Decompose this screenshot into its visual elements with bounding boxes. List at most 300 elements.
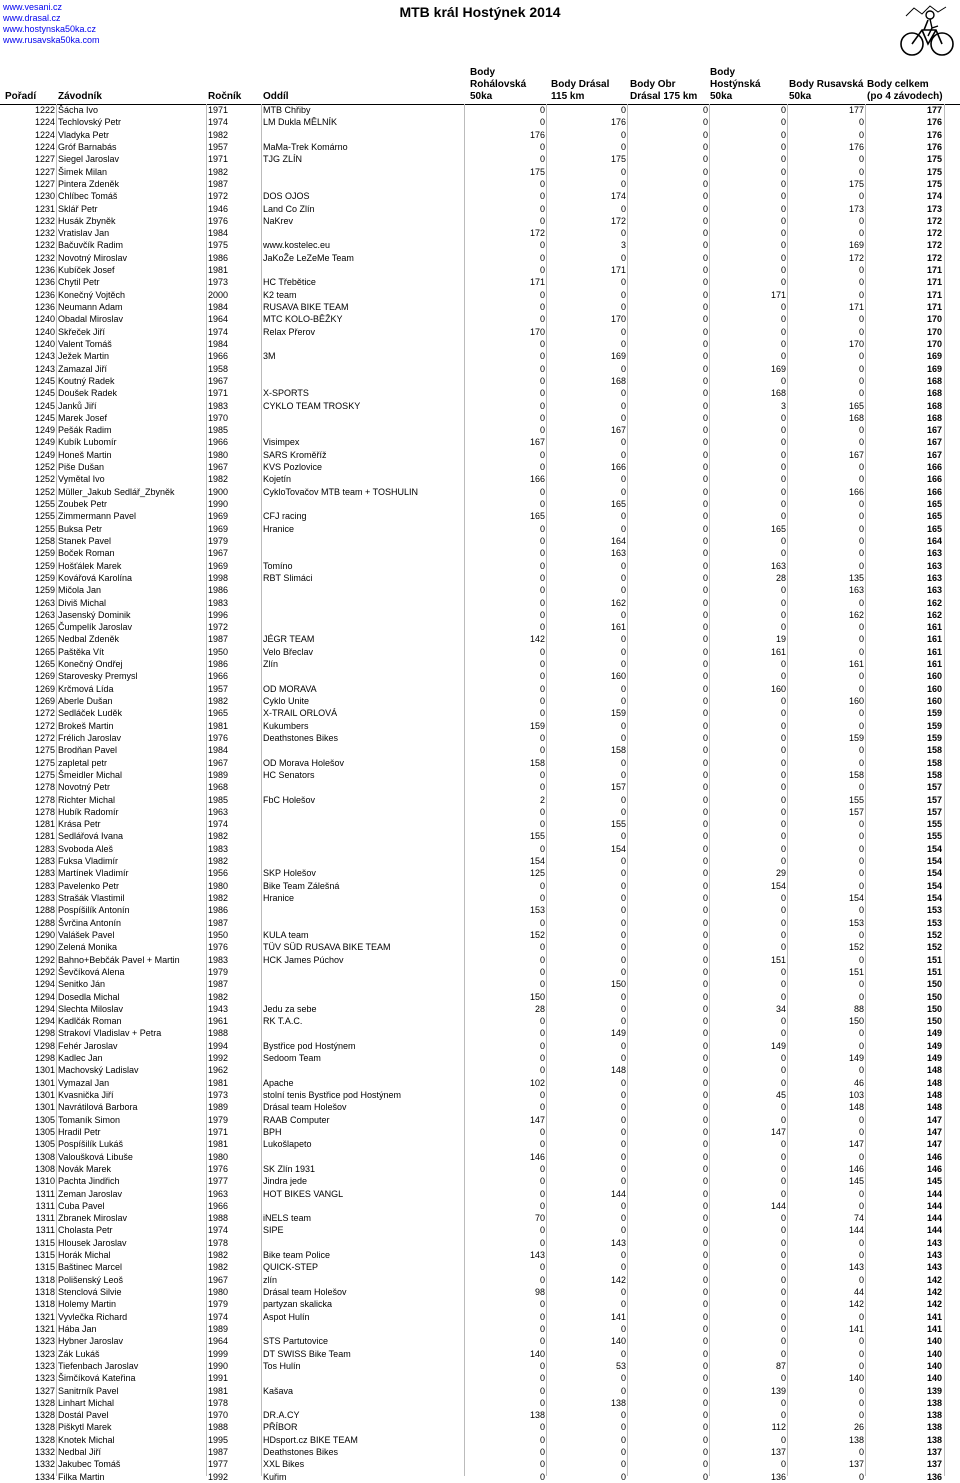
cell-rohalovska-points: 0 [539,240,545,251]
cell-rusavska-points: 0 [858,1410,864,1421]
cell-racer: zapletal petr [58,757,108,768]
cell-club: MTC KOLO-BĚŽKY [263,314,343,325]
cell-total-points: 142 [926,1274,942,1285]
cell-obr-drasal-points: 0 [702,794,708,805]
table-row [0,326,960,338]
cell-year: 1987 [208,979,229,990]
cell-hostynska-points: 0 [780,732,786,743]
cell-rank: 1311 [35,1213,55,1224]
cell-rusavska-points: 141 [848,1323,864,1334]
cell-year: 1979 [208,535,229,546]
cell-obr-drasal-points: 0 [702,1200,708,1211]
cell-racer: Pospíšilík Lukáš [58,1139,124,1150]
cell-racer: Sanitrník Pavel [58,1385,119,1396]
cell-year: 1957 [208,683,229,694]
cell-rohalovska-points: 70 [534,1213,545,1224]
cell-rohalovska-points: 0 [539,548,545,559]
cell-obr-drasal-points: 0 [702,769,708,780]
cell-rusavska-points: 0 [858,954,864,965]
cell-hostynska-points: 0 [780,1077,786,1088]
cell-rusavska-points: 151 [848,966,864,977]
cell-total-points: 172 [926,228,942,239]
cell-drasal-points: 0 [620,905,626,916]
cell-racer: Navrátilová Barbora [58,1102,138,1113]
cell-total-points: 150 [926,1016,942,1027]
cell-hostynska-points: 29 [775,868,786,879]
cell-rusavska-points: 0 [858,314,864,325]
cell-rohalovska-points: 166 [529,474,545,485]
cell-racer: Ježek Martin [58,351,110,362]
cell-rank: 1278 [34,782,55,793]
cell-hostynska-points: 0 [780,351,786,362]
cell-racer: Techlovský Petr [58,117,122,128]
cell-total-points: 141 [926,1311,942,1322]
cell-hostynska-points: 0 [780,1065,786,1076]
cell-racer: Strakoví Vladislav + Petra [58,1028,162,1039]
cell-drasal-points: 174 [610,191,626,202]
cell-obr-drasal-points: 0 [702,868,708,879]
table-row [0,1471,960,1483]
cell-drasal-points: 161 [610,622,626,633]
cell-year: 1984 [208,745,229,756]
cell-rohalovska-points: 0 [539,979,545,990]
cell-year: 1969 [208,511,229,522]
cell-year: 1967 [208,548,229,559]
cell-rohalovska-points: 0 [539,1323,545,1334]
cell-rohalovska-points: 0 [539,1040,545,1051]
table-row [0,510,960,522]
cell-rusavska-points: 0 [858,191,864,202]
cell-total-points: 175 [926,154,942,165]
cell-hostynska-points: 0 [780,1225,786,1236]
cell-rusavska-points: 159 [848,732,864,743]
cell-rank: 1301 [34,1102,55,1113]
cell-rank: 1224 [34,117,55,128]
cell-obr-drasal-points: 0 [702,425,708,436]
cell-rank: 1222 [34,105,55,115]
cell-rusavska-points: 142 [848,1299,864,1310]
cell-obr-drasal-points: 0 [702,929,708,940]
cell-hostynska-points: 0 [780,1299,786,1310]
table-row [0,1126,960,1138]
cell-racer: Ševčíková Alena [58,966,125,977]
link-hostynska[interactable]: www.hostynska50ka.cz [3,24,97,34]
cell-club: Relax Přerov [263,326,316,337]
cell-racer: Obadal Miroslav [58,314,124,325]
cell-drasal-points: 0 [620,388,626,399]
cell-drasal-points: 0 [620,412,626,423]
cell-drasal-points: 164 [610,535,626,546]
cell-hostynska-points: 0 [780,1274,786,1285]
cell-rusavska-points: 170 [848,338,864,349]
cell-rank: 1232 [34,252,55,263]
cell-hostynska-points: 0 [780,1176,786,1187]
table-row [0,153,960,165]
cell-racer: Zák Lukáš [58,1348,100,1359]
cell-club: SIPE [263,1225,284,1236]
cell-total-points: 169 [926,351,942,362]
cell-rank: 1311 [35,1188,55,1199]
cell-rohalovska-points: 0 [539,843,545,854]
cell-hostynska-points: 0 [780,1188,786,1199]
table-row [0,1163,960,1175]
cell-rank: 1240 [34,326,55,337]
table-row [0,1138,960,1150]
cell-racer: Polišenský Leoš [58,1274,124,1285]
cell-year: 1989 [208,1323,229,1334]
cell-total-points: 157 [926,794,942,805]
cell-racer: Brodňan Pavel [58,745,118,756]
cell-rohalovska-points: 2 [539,794,545,805]
table-row [0,929,960,941]
cell-total-points: 161 [926,646,942,657]
cell-drasal-points: 0 [620,1151,626,1162]
cell-rank: 1278 [34,794,55,805]
cell-rohalovska-points: 0 [539,1237,545,1248]
cell-obr-drasal-points: 0 [702,141,708,152]
cell-total-points: 154 [926,843,942,854]
cell-year: 1984 [208,228,229,239]
table-header [0,62,960,105]
cell-obr-drasal-points: 0 [702,412,708,423]
cell-year: 1979 [208,966,229,977]
cell-rohalovska-points: 0 [539,1447,545,1458]
cell-rusavska-points: 44 [853,1287,864,1297]
cell-racer: Novotný Petr [58,782,111,793]
cell-rank: 1301 [34,1065,55,1076]
cell-rusavska-points: 0 [858,831,864,842]
cell-rank: 1243 [34,363,55,374]
cell-year: 1971 [208,1126,229,1137]
cell-rank: 1259 [34,585,55,596]
cell-total-points: 148 [926,1102,942,1113]
cell-rank: 1224 [34,129,55,140]
table-row [0,757,960,769]
cell-obr-drasal-points: 0 [702,683,708,694]
cell-obr-drasal-points: 0 [702,462,708,473]
cell-rank: 1323 [34,1373,55,1384]
cell-total-points: 174 [926,191,942,202]
cell-hostynska-points: 0 [780,462,786,473]
cell-total-points: 150 [926,991,942,1002]
cell-rank: 1255 [34,523,55,534]
cell-racer: Hlousek Jaroslav [58,1237,127,1248]
cell-hostynska-points: 0 [780,425,786,436]
cell-rohalovska-points: 0 [539,708,545,719]
cell-year: 1969 [208,560,229,571]
cell-club: Land Co Zlín [263,203,315,214]
cell-year: 1982 [208,1250,229,1261]
cell-rank: 1255 [34,511,55,522]
cell-drasal-points: 0 [620,486,626,497]
cell-total-points: 162 [926,609,942,620]
cell-drasal-points: 160 [610,671,626,682]
cell-rohalovska-points: 0 [539,769,545,780]
cell-rank: 1236 [34,289,55,300]
cell-drasal-points: 158 [610,745,626,756]
table-row [0,461,960,473]
cell-rank: 1236 [34,277,55,288]
cell-drasal-points: 0 [620,289,626,300]
cell-rank: 1259 [34,560,55,571]
cell-rohalovska-points: 153 [529,905,545,916]
cell-rohalovska-points: 0 [539,597,545,608]
cell-year: 1982 [208,129,229,140]
cell-rank: 1245 [34,375,55,386]
link-vesani[interactable]: www.vesani.cz [3,2,63,12]
cell-total-points: 167 [926,437,942,448]
cell-rusavska-points: 162 [848,609,864,620]
cell-rusavska-points: 161 [848,659,864,670]
cell-total-points: 168 [926,400,942,411]
cell-rusavska-points: 0 [858,228,864,239]
cell-rusavska-points: 0 [858,289,864,300]
cell-obr-drasal-points: 0 [702,215,708,226]
cell-obr-drasal-points: 0 [702,388,708,399]
cell-hostynska-points: 0 [780,1163,786,1174]
cell-rank: 1328 [34,1422,55,1433]
cell-year: 1973 [208,1090,229,1100]
cell-drasal-points: 0 [620,105,626,115]
cell-hostynska-points: 0 [780,1336,786,1347]
table-row [0,1311,960,1323]
cell-total-points: 176 [926,117,942,128]
cell-rohalovska-points: 0 [539,1090,545,1100]
cell-rank: 1259 [34,548,55,559]
cell-total-points: 137 [926,1459,942,1470]
cell-year: 1989 [208,769,229,780]
cell-racer: Kubík Lubomír [58,437,117,448]
cell-rusavska-points: 0 [858,1028,864,1039]
cell-total-points: 168 [926,412,942,423]
cell-total-points: 170 [926,338,942,349]
cell-hostynska-points: 0 [780,1262,786,1273]
cell-rusavska-points: 0 [858,277,864,288]
cell-hostynska-points: 0 [780,228,786,239]
cell-rusavska-points: 0 [858,868,864,879]
cell-rohalovska-points: 146 [529,1151,545,1162]
cell-rank: 1318 [34,1299,55,1310]
table-row [0,720,960,732]
cell-hostynska-points: 149 [770,1040,786,1051]
cell-rank: 1290 [34,942,55,953]
cell-drasal-points: 0 [620,1459,626,1470]
cell-club: HOT BIKES VANGL [263,1188,344,1199]
cell-racer: Pavelenko Petr [58,880,120,891]
table-row [0,621,960,633]
cell-club: Velo Břeclav [263,646,314,657]
table-row [0,1385,960,1397]
cell-obr-drasal-points: 0 [702,523,708,534]
cell-drasal-points: 0 [620,1422,626,1433]
cell-racer: Konečný Vojtěch [58,289,126,300]
cell-racer: Diviš Michal [58,597,107,608]
cell-hostynska-points: 0 [780,191,786,202]
table-row [0,227,960,239]
cell-year: 1982 [208,991,229,1002]
cell-rank: 1245 [34,388,55,399]
cell-rank: 1308 [34,1163,55,1174]
cell-rusavska-points: 152 [848,942,864,953]
cell-rusavska-points: 0 [858,597,864,608]
cell-rusavska-points: 0 [858,1274,864,1285]
cell-racer: Nedbal Zdeněk [58,634,120,645]
cell-obr-drasal-points: 0 [702,905,708,916]
cell-club: SKP Holešov [263,868,316,879]
cell-obr-drasal-points: 0 [702,486,708,497]
cell-drasal-points: 0 [620,1200,626,1211]
table-row [0,375,960,387]
cell-hostynska-points: 0 [780,141,786,152]
cell-hostynska-points: 0 [780,375,786,386]
cell-drasal-points: 162 [610,597,626,608]
cell-racer: Mičola Jan [58,585,102,596]
cell-year: 1972 [208,622,229,633]
cell-year: 1976 [208,942,229,953]
cell-obr-drasal-points: 0 [702,1139,708,1150]
cell-obr-drasal-points: 0 [702,1360,708,1371]
cell-racer: Filka Martin [58,1471,105,1482]
cell-racer: Husák Zbyněk [58,215,116,226]
cell-rank: 1283 [34,843,55,854]
cell-rohalovska-points: 0 [539,646,545,657]
cell-racer: Vladyka Petr [58,129,110,140]
cell-rank: 1283 [34,893,55,903]
cell-racer: Pintera Zdeněk [58,178,120,189]
header-drasal: Body Drásal 115 km [551,79,610,102]
cell-rank: 1252 [34,474,55,485]
table-row [0,387,960,399]
cell-club: Sedoom Team [263,1053,321,1064]
table-row [0,1458,960,1470]
cell-year: 1980 [208,449,229,460]
cell-rohalovska-points: 0 [539,1299,545,1310]
cell-drasal-points: 0 [620,757,626,768]
cell-club: Jindra jede [263,1176,308,1187]
header-rohalovska: Body Rohálovská 50ka [470,67,527,102]
cell-hostynska-points: 0 [780,1287,786,1297]
cell-drasal-points: 0 [620,1213,626,1224]
cell-obr-drasal-points: 0 [702,1003,708,1014]
cell-rusavska-points: 0 [858,979,864,990]
cell-year: 1986 [208,252,229,263]
cell-total-points: 148 [926,1065,942,1076]
cell-rank: 1288 [34,905,55,916]
cell-obr-drasal-points: 0 [702,1299,708,1310]
cell-rusavska-points: 137 [848,1459,864,1470]
cell-drasal-points: 0 [620,1139,626,1150]
cell-total-points: 152 [926,942,942,953]
cell-rank: 1294 [34,1003,55,1014]
cell-total-points: 158 [926,769,942,780]
cell-rusavska-points: 172 [848,252,864,263]
cell-racer: Richter Michal [58,794,116,805]
cell-hostynska-points: 0 [780,1114,786,1125]
cell-total-points: 166 [926,486,942,497]
link-rusavska[interactable]: www.rusavska50ka.com [3,35,100,45]
cell-total-points: 148 [926,1090,942,1100]
cell-drasal-points: 0 [620,437,626,448]
cell-rusavska-points: 0 [858,560,864,571]
cell-rusavska-points: 149 [848,1053,864,1064]
cell-obr-drasal-points: 0 [702,720,708,731]
cell-club: STS Partutovice [263,1336,329,1347]
table-row [0,1212,960,1224]
cell-rusavska-points: 0 [858,1200,864,1211]
cell-rohalovska-points: 102 [529,1077,545,1088]
table-row [0,338,960,350]
cell-rohalovska-points: 0 [539,191,545,202]
cell-rohalovska-points: 0 [539,745,545,756]
cell-total-points: 139 [926,1385,942,1396]
cell-drasal-points: 0 [620,806,626,817]
cell-drasal-points: 0 [620,880,626,891]
cell-racer: Bačuvčík Radim [58,240,124,251]
table-row [0,1409,960,1421]
cell-rank: 1227 [34,178,55,189]
table-row [0,1040,960,1052]
cell-rohalovska-points: 138 [529,1410,545,1421]
cell-rusavska-points: 148 [848,1102,864,1113]
cell-total-points: 149 [926,1053,942,1064]
cell-hostynska-points: 0 [780,609,786,620]
cell-hostynska-points: 0 [780,240,786,251]
link-drasal[interactable]: www.drasal.cz [3,13,61,23]
cell-rusavska-points: 0 [858,511,864,522]
cell-rank: 1323 [34,1348,55,1359]
cell-obr-drasal-points: 0 [702,1250,708,1261]
cell-racer: Senitko Ján [58,979,106,990]
table-row [0,1348,960,1360]
cell-total-points: 142 [926,1299,942,1310]
cell-club: JÉGR TEAM [263,634,315,645]
cell-rusavska-points: 158 [848,769,864,780]
table-row [0,276,960,288]
cell-year: 1974 [208,1311,229,1322]
cell-drasal-points: 0 [620,523,626,534]
cell-racer: Neumann Adam [58,302,123,312]
table-row [0,732,960,744]
cell-club: RAAB Computer [263,1114,330,1125]
cell-obr-drasal-points: 0 [702,449,708,460]
cell-total-points: 165 [926,499,942,509]
cell-rusavska-points: 153 [848,917,864,928]
cell-drasal-points: 0 [620,1225,626,1236]
cell-rank: 1323 [34,1336,55,1347]
cell-rusavska-points: 0 [858,1151,864,1162]
cell-hostynska-points: 0 [780,1397,786,1408]
cell-rank: 1315 [34,1250,55,1261]
cell-obr-drasal-points: 0 [702,917,708,928]
cell-hostynska-points: 0 [780,856,786,867]
cell-hostynska-points: 0 [780,535,786,546]
cell-rohalovska-points: 0 [539,499,545,509]
cell-year: 1971 [208,105,229,115]
cell-rusavska-points: 135 [848,572,864,583]
cell-drasal-points: 0 [620,338,626,349]
cell-total-points: 154 [926,868,942,879]
cell-total-points: 160 [926,696,942,706]
cell-total-points: 145 [926,1176,942,1187]
cell-total-points: 150 [926,979,942,990]
cell-rusavska-points: 0 [858,462,864,473]
cell-drasal-points: 0 [620,831,626,842]
cell-hostynska-points: 0 [780,1053,786,1064]
cell-rusavska-points: 0 [858,1114,864,1125]
cell-rusavska-points: 0 [858,1360,864,1371]
cell-hostynska-points: 144 [770,1200,786,1211]
cell-rusavska-points: 140 [848,1373,864,1384]
